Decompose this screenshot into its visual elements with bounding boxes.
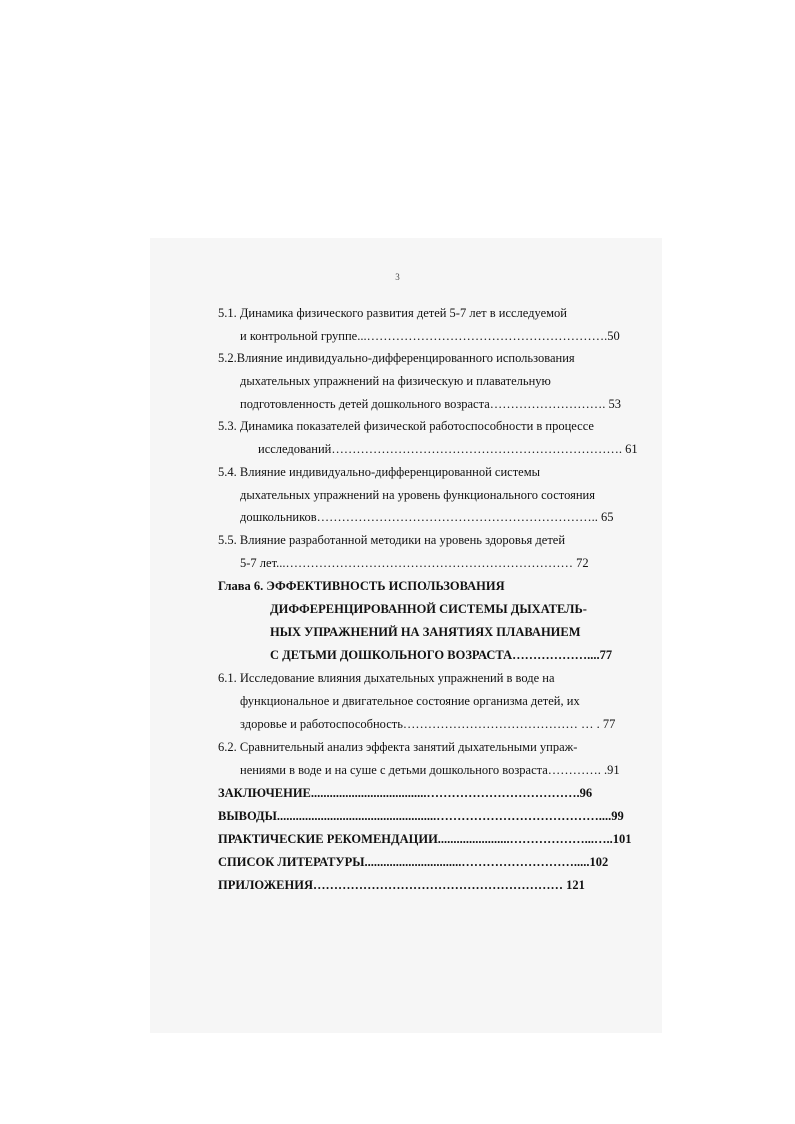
toc-entry-5-4: 5.4. Влияние индивидуально-дифференцированной системы [218, 465, 541, 479]
toc-entry-5-4-cont: дошкольников………………………………………………………….. 65 [240, 510, 614, 524]
toc-chapter-6-cont: С ДЕТЬМИ ДОШКОЛЬНОГО ВОЗРАСТА………………....77 [270, 648, 613, 662]
toc-entry-5-3: 5.3. Динамика показателей физической работоспособности в процессе [218, 419, 594, 433]
toc-chapter-6: Глава 6. ЭФФЕКТИВНОСТЬ ИСПОЛЬЗОВАНИЯ [218, 579, 505, 593]
toc-chapter-6-cont: ДИФФЕРЕНЦИРОВАННОЙ СИСТЕМЫ ДЫХАТЕЛЬ- [270, 602, 587, 616]
toc-appendices: ПРИЛОЖЕНИЯ…………………………………………………… 121 [218, 878, 585, 892]
toc-conclusion: ЗАКЛЮЧЕНИЕ.....................................……………………………….96 [218, 786, 593, 800]
toc-references: СПИСОК ЛИТЕРАТУРЫ...............................……………………….....102 [218, 855, 609, 869]
toc-entry-5-1-cont: и контрольной группе...………………………………………………….50 [240, 329, 620, 343]
toc-entry-5-5-cont: 5-7 лет...…………………………………………………………… 72 [240, 556, 589, 570]
toc-entry-5-5: 5.5. Влияние разработанной методики на уровень здоровья детей [218, 533, 566, 547]
page-number: 3 [395, 272, 400, 282]
toc-entry-5-2-cont: дыхательных упражнений на физическую и плавательную [240, 374, 551, 388]
toc-entry-6-2-cont: нениями в воде и на суше с детьми дошкольного возраста…………. .91 [240, 763, 620, 777]
toc-entry-5-2: 5.2.Влияние индивидуально-дифференцированного использования [218, 351, 575, 365]
toc-entry-5-2-cont: подготовленность детей дошкольного возраста………………………. 53 [240, 397, 622, 411]
toc-entry-6-2: 6.2. Сравнительный анализ эффекта занятий дыхательными упраж- [218, 740, 578, 754]
toc-entry-5-4-cont: дыхательных упражнений на уровень функционального состояния [240, 488, 595, 502]
toc-chapter-6-cont: НЫХ УПРАЖНЕНИЙ НА ЗАНЯТИЯХ ПЛАВАНИЕМ [270, 625, 581, 639]
toc-entry-6-1: 6.1. Исследование влияния дыхательных упражнений в воде на [218, 671, 555, 685]
toc-entry-5-1: 5.1. Динамика физического развития детей 5-7 лет в исследуемой [218, 306, 567, 320]
toc-recommendations: ПРАКТИЧЕСКИЕ РЕКОМЕНДАЦИИ.......................………………...…..101 [218, 832, 632, 846]
toc-findings: ВЫВОДЫ...................................................…………………………………....99 [218, 809, 624, 823]
toc-entry-5-3-cont: исследований……………………………………………………………. 61 [258, 442, 638, 456]
toc-entry-6-1-cont: функциональное и двигательное состояние организма детей, их [240, 694, 580, 708]
toc-entry-6-1-cont: здоровье и работоспособность…………………………………… … . 77 [240, 717, 616, 731]
